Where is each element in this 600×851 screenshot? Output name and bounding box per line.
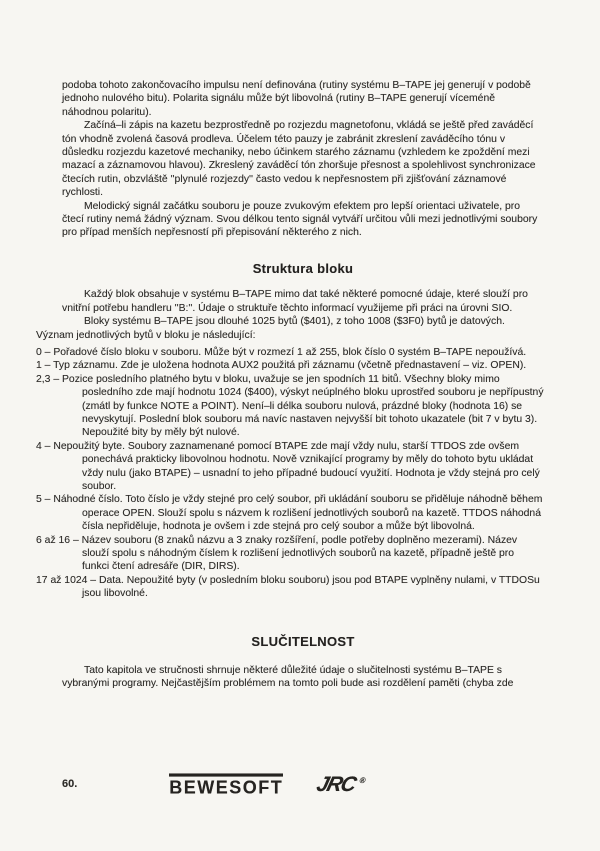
- jrc-logo: [314, 773, 367, 796]
- intro-paragraph-leader-tone: Začíná–li zápis na kazetu bezprostředně po rozjezdu magnetofonu, vkládá se ještě před zaváděcí tón vhodně zvolená časová prodleva. Účelem této pauzy je zabránit zkreslení zaváděcího tónu v důsledku rozjezdu kazetové mechaniky, nebo účinkem starého záznamu (vzhledem ke zpoždění mezi mazací a záznamovou hlavou). Zkreslený zaváděcí tón zhoršuje přesnost a spolehlivost synchronizace čtecích rutin, obzvláště ''plynulé rozjezdy'' často vedou k nepřesnostem při zjišťování záznamové rychlosti.: [62, 120, 536, 199]
- block-structure-paragraph: Každý blok obsahuje v systému B–TAPE mimo dat také některé pomocné údaje, které slouží pro vnitřní potřebu handleru ''B:''. Údaje o struktuře těchto informací využijeme při práci na úrovni SIO.: [62, 289, 528, 314]
- list-item-byte-1: 1 – Typ záznamu. Zde je uložena hodnota AUX2 použitá při záznamu (včetně přednastavení – viz. OPEN).: [36, 360, 527, 372]
- byte-meaning-lead-in: Význam jednotlivých bytů v bloku je následující:: [36, 329, 256, 341]
- bewesoft-logo: BEWESOFT: [169, 773, 283, 796]
- page-number: 60.: [62, 778, 78, 791]
- list-item-bytes-6-16: 6 až 16 – Název souboru (8 znaků názvu a 3 znaky rozšíření, podle potřeby doplněno mezerami). Název slouží spolu s náhodným číslem k rozlišení jednotlivých souborů na kazetě, případně ještě pro funkci čtení adresáře (DIR, DIRS).: [36, 534, 518, 573]
- page-footer: [62, 774, 542, 796]
- intro-paragraph-continuation: podoba tohoto zakončovacího impulsu není definována (rutiny systému B–TAPE jej generují v podobě jednoho nulového bitu). Polarita signálu může být libovolná (rutiny B–TAPE generují víceméně náhodnou polaritu).: [62, 80, 531, 118]
- registered-trademark-icon: ®: [358, 776, 367, 785]
- list-item-bytes-17-1024: 17 až 1024 – Data. Nepoužité byty (v posledním bloku souboru) jsou pod BTAPE vyplněny nulami, v TTDOSu jsou libovolné.: [36, 574, 540, 600]
- section-title-struktura-bloku: Struktura bloku: [252, 260, 354, 276]
- list-item-byte-5: 5 – Náhodné číslo. Toto číslo je vždy stejné pro celý soubor, při ukládání souboru se přiděluje náhodně během operace OPEN. Slouží spolu s názvem k rozlišení jednotlivých souborů na kazetě. TTDOS náhodná čísla nepřiděluje, hodnota je ovšem i zde stejná pro celý soubor a může být libovolná.: [36, 494, 543, 533]
- page-body-text: [36, 79, 544, 691]
- block-length-paragraph: Bloky systému B–TAPE jsou dlouhé 1025 bytů ($401), z toho 1008 ($3F0) bytů je datových.: [84, 316, 505, 328]
- byte-description-list: [36, 346, 544, 601]
- list-item-byte-0: 0 – Pořadové číslo bloku v souboru. Může být v rozmezí 1 až 255, blok číslo 0 systém B–TAPE nepoužívá.: [36, 346, 527, 358]
- compatibility-paragraph: Tato kapitola ve stručnosti shrnuje některé důležité údaje o slučitelnosti systému B–TAPE s vybranými programy. Nejčastějším problémem na tomto poli bude asi rozdělení paměti (chyba zde: [62, 665, 514, 690]
- jrc-logo-text: JRC: [314, 773, 358, 796]
- list-item-byte-4: 4 – Nepoužitý byte. Soubory zaznamenané pomocí BTAPE zde mají vždy nulu, starší TTDOS zde ovšem ponechává prakticky libovolnou hodnotu. Nově vznikající programy by měly do tohoto bytu ukládat vždy nulu (jako BTAPE) – usnadní to jeho případné budoucí využití. Hodnota je vždy stejná pro celý soubor.: [36, 440, 540, 492]
- section-title-slucitelnost: SLUČITELNOST: [251, 633, 355, 649]
- intro-paragraph-melodic-signal: Melodický signál začátku souboru je pouze zvukovým efektem pro lepší orientaci uživatele, pro čtecí rutiny nemá žádný význam. Svou délkou tento signál vytváří určitou vůli mezi jednotlivými soubory pro případ menších nepřesností při přepisování některého z nich.: [62, 200, 538, 239]
- list-item-bytes-2-3: 2,3 – Pozice posledního platného bytu v bloku, uvažuje se jen spodních 11 bitů. Všechny bloky mimo posledního zde mají hodnotu 1024 ($400), výskyt neúplného bloku uprostřed souboru je nepřípustný (zmátl by funkce NOTE a POINT). Není–li délka souboru nulová, prázdné bloky (hodnota 16) se nevyskytují. Poslední blok souboru má navíc nastaven nejvyšší bit tohoto ukazatele (bit 7 v bytu 3). Nepoužité bity by měly být nulové.: [36, 373, 544, 439]
